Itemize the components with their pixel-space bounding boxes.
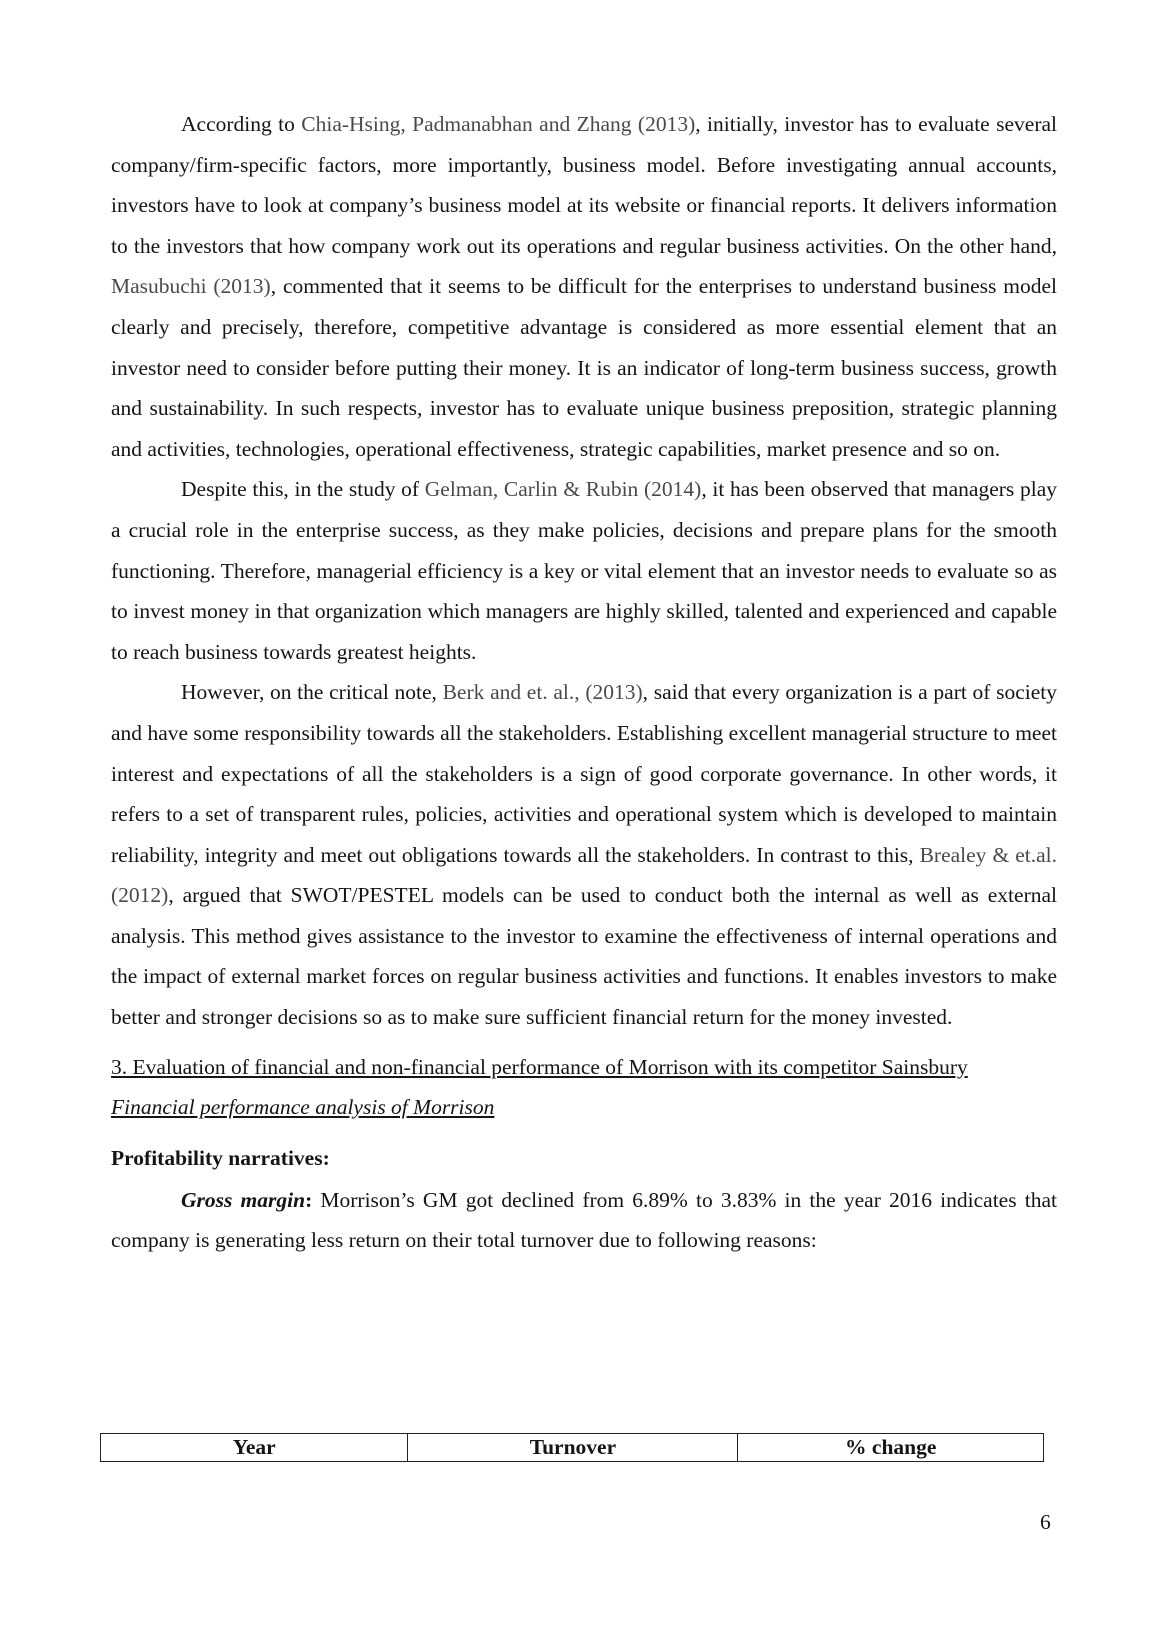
citation: Masubuchi (2013) bbox=[111, 274, 271, 299]
paragraph-text: , it has been observed that managers play a crucial role in the enterprise success, as they make policies, decisions and prepare plans for the smooth functioning. Therefore, managerial efficiency is a key or vital element that an investor needs to evaluate so as to invest money in that organization which managers are highly skilled, talented and experienced and capable to reach business towards greatest heights. bbox=[111, 477, 1057, 664]
column-header-turnover: Turnover bbox=[408, 1434, 738, 1462]
turnover-table bbox=[100, 1433, 1044, 1462]
section-subheading: Financial performance analysis of Morrison bbox=[111, 1095, 495, 1120]
page-number: 6 bbox=[1040, 1510, 1051, 1534]
citation: Berk and et. al., (2013) bbox=[442, 680, 643, 705]
table-header-row bbox=[101, 1434, 1044, 1462]
paragraph-text: However, on the critical note, bbox=[181, 680, 443, 705]
section-heading: 3. Evaluation of financial and non-financial performance of Morrison with its competitor Sainsbury bbox=[111, 1054, 968, 1079]
paragraph-text: , commented that it seems to be difficult for the enterprises to understand business model clearly and precisely, therefore, competitive advantage is considered as more essential element that an investor need to consider before putting their money. It is an indicator of long-term business success, growth and sustainability. In such respects, investor has to evaluate unique business preposition, strategic planning and activities, technologies, operational effectiveness, strategic capabilities, market presence and so on. bbox=[111, 274, 1057, 461]
paragraph-corporate-governance bbox=[111, 672, 1057, 1037]
paragraph-text: Despite this, in the study of bbox=[181, 477, 425, 502]
paragraph-gross-margin bbox=[111, 1180, 1057, 1261]
gross-margin-colon: : bbox=[305, 1187, 313, 1212]
column-header-percent-change: % change bbox=[738, 1434, 1044, 1462]
paragraph-text: , argued that SWOT/PESTEL models can be used to conduct both the internal as well as external analysis. This method gives assistance to the investor to examine the effectiveness of internal operations and the impact of external market forces on regular business activities and functions. It enables investors to make better and stronger decisions so as to make sure sufficient financial return for the money invested. bbox=[111, 883, 1057, 1030]
gross-margin-label: Gross margin bbox=[181, 1187, 306, 1212]
paragraph-text: According to bbox=[181, 112, 302, 136]
document-body bbox=[111, 104, 1057, 1261]
column-header-year: Year bbox=[101, 1434, 408, 1462]
paragraph-managerial-efficiency bbox=[111, 469, 1057, 672]
citation: Brealey & et.al. (2012) bbox=[111, 842, 1058, 908]
paragraph-business-model bbox=[111, 104, 1057, 469]
paragraph-text: , said that every organization is a part of society and have some responsibility towards all the stakeholders. Establishing excellent managerial structure to meet interest and expectations of all the stakeholders is a sign of good corporate governance. In other words, it refers to a set of transparent rules, policies, activities and operational system which is developed to maintain reliability, integrity and meet out obligations towards all the stakeholders. In contrast to this, bbox=[111, 680, 1058, 867]
paragraph-text: , initially, investor has to evaluate several company/firm-specific factors, more importantly, business model. Before investigating annual accounts, investors have to look at company’s business model at its website or financial reports. It delivers information to the investors that how company work out its operations and regular business activities. On the other hand, bbox=[111, 112, 1057, 258]
paragraph-text: Morrison’s GM got declined from 6.89% to 3.83% in the year 2016 indicates that company is generating less return on their total turnover due to following reasons: bbox=[111, 1187, 1057, 1253]
citation: Gelman, Carlin & Rubin (2014) bbox=[424, 477, 702, 502]
citation: Chia-Hsing, Padmanabhan and Zhang (2013) bbox=[301, 112, 696, 136]
profitability-title: Profitability narratives: bbox=[111, 1145, 330, 1170]
